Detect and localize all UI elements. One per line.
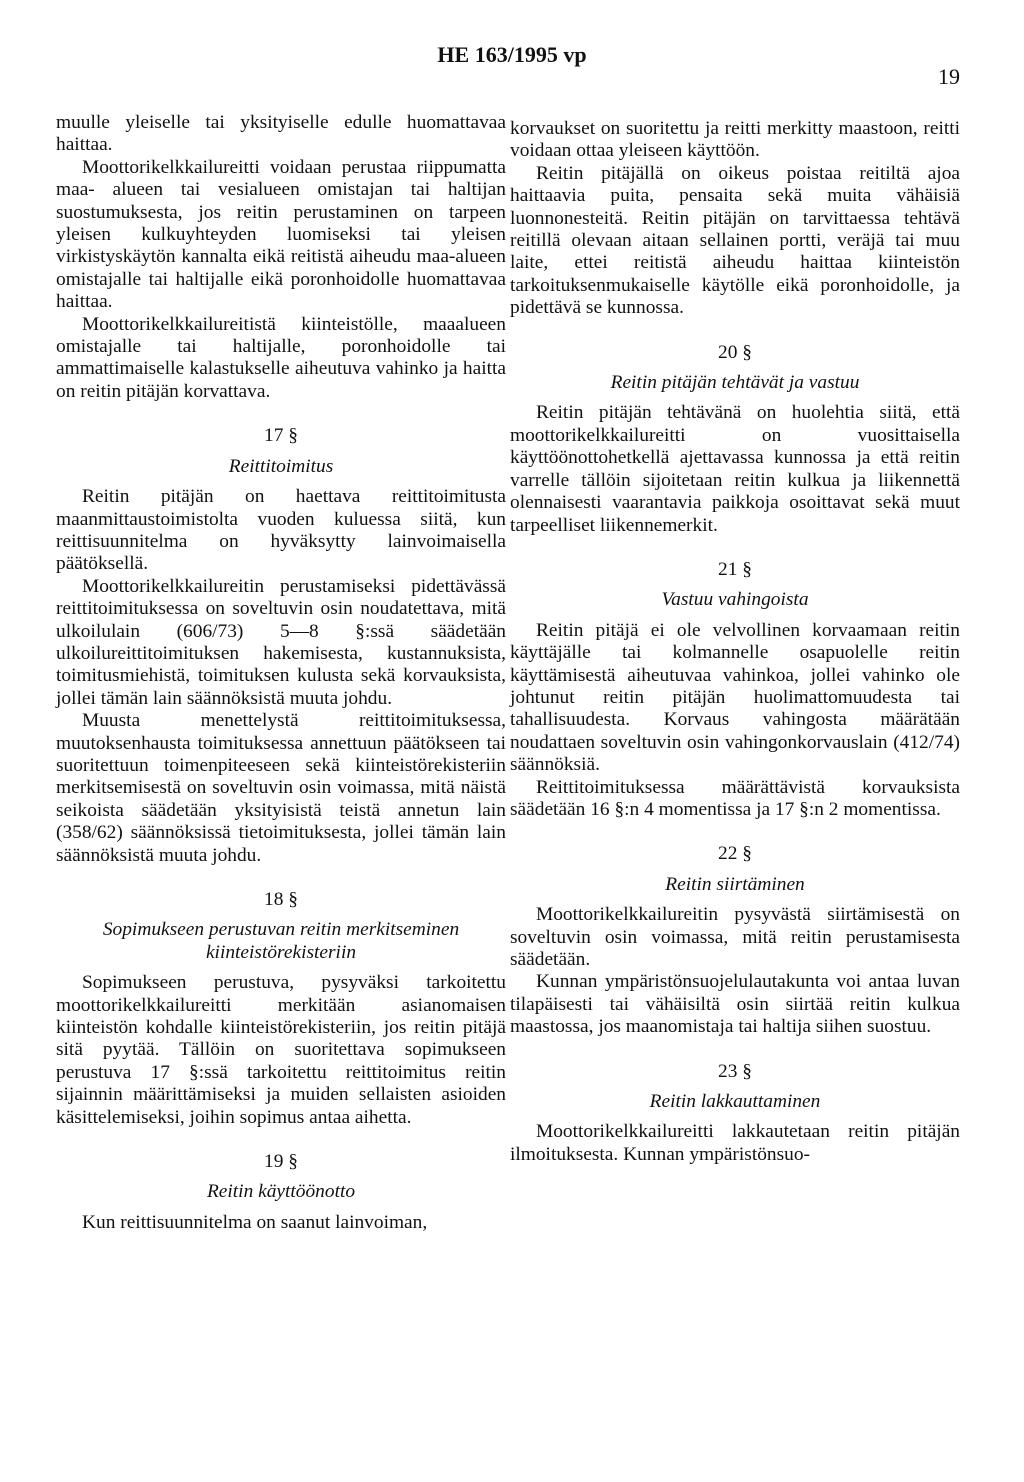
paragraph: Reitin pitäjän on haettava reittitoimitusta maanmittaustoimistolta vuoden kuluessa siitä, kun reittisuunnitelma on hyväksytty lainvoimaisella päätöksellä. bbox=[56, 486, 506, 575]
left-column bbox=[56, 112, 506, 1234]
section-number: 18 § bbox=[264, 889, 298, 910]
paragraph: Moottorikelkkailureitti lakkautetaan reitin pitäjän ilmoituksesta. Kunnan ympäristönsuo- bbox=[510, 1121, 960, 1165]
section-title: Sopimukseen perustuvan reitin merkitseminen kiinteistörekisteriin bbox=[102, 919, 460, 963]
section-title: Reitin pitäjän tehtävät ja vastuu bbox=[610, 372, 860, 394]
section-title: Vastuu vahingoista bbox=[661, 589, 809, 611]
paragraph: Reitin pitäjä ei ole velvollinen korvaamaan reitin käyttäjälle tai kolmannelle osapuolelle reitin käyttämisestä aiheutuvaa vahinkoa, jollei vahinko ole johtunut reitin pitäjän huolimattomuudesta tai tahallisuudesta. Korvaus vahingosta määrätään noudattaen soveltuvin osin vahingonkorvauslain (412/74) säännöksiä. bbox=[510, 619, 960, 776]
section-number: 22 § bbox=[718, 843, 752, 865]
paragraph: Reitin pitäjällä on oikeus poistaa reitiltä ajoa haittaavia puita, pensaita sekä muita vähäisiä luonnonesteitä. Reitin pitäjän on tarvittaessa tehtävä reitillä olevaan aitaan sellainen portti, veräjä tai muu laite, ettei reitistä aiheudu haittaa kiinteistön tarkoituksenmukaiselle käytölle eikä poronhoidolle, ja pidettävä se kunnossa. bbox=[510, 162, 960, 319]
paragraph: Moottorikelkkailureitin perustamiseksi pidettävässä reittitoimituksessa on soveltuvin osin noudatettava, mitä ulkoilulain (606/73) 5—8 §:ssä säädetään ulkoilureittitoimituksen hakemisesta, kustannuksista, toimitusmiehistä, toimituksen kulusta sekä korvauksista, jollei tämän lain säännöksistä muuta johdu. bbox=[56, 575, 506, 709]
section-title: Reitin siirtäminen bbox=[665, 873, 805, 895]
section-number: 17 § bbox=[264, 425, 298, 447]
paragraph: Kun reittisuunnitelma on saanut lainvoiman, bbox=[82, 1211, 428, 1233]
paragraph: Muusta menettelystä reittitoimituksessa, muutoksenhausta toimituksessa annettuun päätökseen tai suoritettuun toimenpiteeseen sekä kiinteistörekisteriin merkitsemisestä on soveltuvin osin voimassa, mitä näistä seikoista säädetään yksityisistä teistä annetun lain (358/62) säännöksissä tietoimituksesta, jollei tämän lain säännöksistä muuta johdu. bbox=[56, 710, 506, 866]
page-number: 19 bbox=[938, 64, 960, 89]
section-title: Reitin käyttöönotto bbox=[206, 1181, 356, 1203]
right-column bbox=[510, 118, 960, 1166]
paragraph: Reitin pitäjän tehtävänä on huolehtia siitä, että moottorikelkkailureitti on vuosittaisella käyttöönottohetkellä ajettavassa kunnossa ja että reitin varrelle tällöin sijoitetaan reitin kulkua ja liikennettä olennaisesti vaarantavia paikkoja osoittavat sekä muut tarpeelliset liikennemerkit. bbox=[510, 402, 960, 536]
section-title: Reitin lakkauttaminen bbox=[649, 1091, 821, 1113]
section-title: Reittitoimitus bbox=[228, 455, 334, 477]
section-number: 23 § bbox=[718, 1060, 752, 1082]
section-number: 19 § bbox=[264, 1151, 298, 1173]
paragraph: Kunnan ympäristönsuojelulautakunta voi antaa luvan tilapäisesti tai vähäisiltä osin siirtää reitin kulkua maastossa, jos maanomistaja tai haltija siihen suostuu. bbox=[510, 971, 960, 1038]
paragraph: Reittitoimituksessa määrättävistä korvauksista säädetään 16 §:n 4 momentissa ja 17 §:n 2 momentissa. bbox=[510, 776, 960, 820]
paragraph: Moottorikelkkailureitistä kiinteistölle, maaalueen omistajalle tai haltijalle, poronhoidolle tai ammattimaiselle kalastukselle aiheutuva vahinko ja haitta on reitin pitäjän korvattava. bbox=[56, 313, 506, 402]
section-number: 21 § bbox=[718, 558, 752, 580]
section-number: 20 § bbox=[718, 341, 752, 363]
page-header-title: HE 163/1995 vp bbox=[437, 42, 587, 67]
paragraph: korvaukset on suoritettu ja reitti merkitty maastoon, reitti voidaan ottaa yleiseen käyttöön. bbox=[510, 118, 960, 162]
paragraph: Moottorikelkkailureitin pysyvästä siirtämisestä on soveltuvin osin voimassa, mitä reitin perustamisesta säädetään. bbox=[510, 904, 960, 970]
paragraph: Sopimukseen perustuva, pysyväksi tarkoitettu moottorikelkkailureitti merkitään asianomaisen kiinteistön kohdalle kiinteistörekisteriin, jos reitin pitäjä sitä pyytää. Tällöin on suoritettava sopimukseen perustuva 17 §:ssä tarkoitettu reittitoimitus reitin sijainnin määrittämiseksi ja muiden sellaisten asioiden käsittelemiseksi, joihin sopimus antaa aihetta. bbox=[56, 972, 506, 1128]
paragraph: Moottorikelkkailureitti voidaan perustaa riippumatta maa- alueen tai vesialueen omistajan tai haltijan suostumuksesta, jos reitin perustaminen on tarpeen yleisen kulkuyhteyden luomiseksi tai yleisen virkistyskäytön kannalta eikä reitistä aiheudu maa-alueen omistajalle tai haltijalle eikä poronhoidolle huomattavaa haittaa. bbox=[56, 156, 506, 313]
paragraph: muulle yleiselle tai yksityiselle edulle huomattavaa haittaa. bbox=[56, 112, 506, 156]
